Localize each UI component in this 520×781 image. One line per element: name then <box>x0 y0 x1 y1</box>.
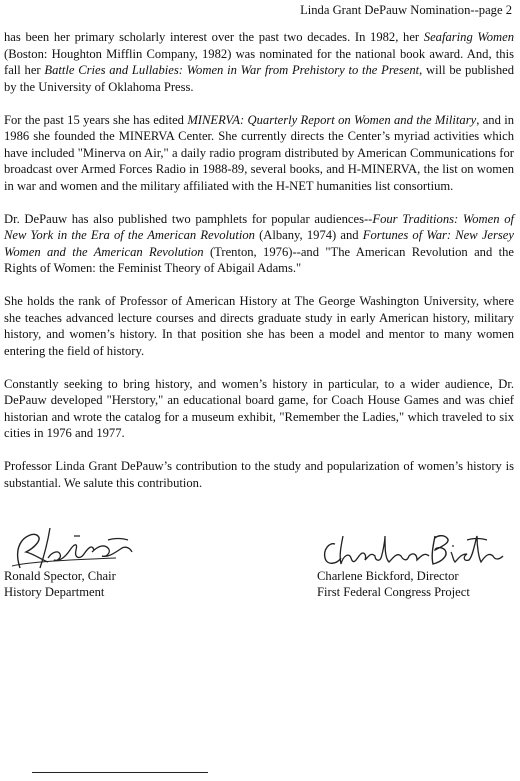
paragraph-5: Constantly seeking to bring history, and women’s history in particular, to a wider audience, Dr. DePauw developed "Herstory," an educational board game, for Coach House Games and was chief historian and wrote the catalog for a museum exhibit, "Remember the Ladies," which traveled to six cities in 1976 and 1977. <box>4 376 514 440</box>
paragraph-1-text-c: (Boston: Houghton Mifflin Company, 1982) was nominated for the national book award. And, this fall her <box>4 46 514 77</box>
page-header: Linda Grant DePauw Nomination--page 2 <box>300 3 512 17</box>
pamphlet-title-fortunes-of-war: Fortunes of War: New Jersey Women and the American Revolution <box>4 228 514 259</box>
signatory-department-history: History Department <box>4 585 105 599</box>
paragraph-2-text-a: For the past 15 years she has edited <box>4 112 188 127</box>
signatory-name-bickford: Charlene Bickford, Director <box>317 569 459 583</box>
paragraph-1-text-a: has been her primary scholarly interest over the past two decades. In 1982, her <box>4 30 424 44</box>
paragraph-1-text-e: , will be published by the University of Oklahoma Press. <box>4 63 514 94</box>
book-title-battle-cries: Battle Cries and Lullabies: Women in War from Prehistory to the Present <box>44 63 420 77</box>
footer-divider-line <box>32 772 208 773</box>
paragraph-3-text-c: (Albany, 1974) and <box>254 228 363 242</box>
paragraph-2 <box>4 112 514 195</box>
paragraph-2-text-c: , and in 1986 she founded the MINERVA Center. She currently directs the Center’s myriad activities which have included "Minerva on Air," a daily radio program distributed by American Communications for broadcast over Armed Forces Radio in 1988-89, several books, and H-MINERVA, the list on women in war and women and the military affiliated with the H-NET humanities list consortium. <box>4 112 514 193</box>
signatory-name-spector: Ronald Spector, Chair <box>4 569 116 583</box>
paragraph-6: Professor Linda Grant DePauw’s contribution to the study and popularization of women’s history is substantial. We salute this contribution. <box>4 459 514 490</box>
paragraph-3 <box>4 211 514 277</box>
paragraph-3-text-e: (Trenton, 1976)--and "The American Revolution and the Rights of Women: the Feminist Theory of Abigail Adams." <box>4 244 514 275</box>
paragraph-1 <box>4 29 514 95</box>
pamphlet-title-four-traditions: Four Traditions: Women of New York in the Era of the American Revolution <box>4 211 514 242</box>
signature-spector-image <box>4 522 174 572</box>
paragraph-3-text-a: Dr. DePauw has also published two pamphlets for popular audiences-- <box>4 211 373 226</box>
journal-title-minerva: MINERVA: Quarterly Report on Women and the Military <box>187 112 477 127</box>
paragraph-4: She holds the rank of Professor of American History at The George Washington University, where she teaches advanced lecture courses and directs graduate study in early American history, military history, and women’s history. In that position she has been a model and mentor to many women entering the field of history. <box>4 294 514 358</box>
signature-block-spector <box>4 522 204 600</box>
letter-body <box>4 29 514 491</box>
signature-block-bickford <box>317 522 517 600</box>
book-title-seafaring-women: Seafaring Women <box>423 30 515 44</box>
signature-bickford-image <box>317 522 507 572</box>
signatory-department-first-federal-congress: First Federal Congress Project <box>317 585 470 599</box>
